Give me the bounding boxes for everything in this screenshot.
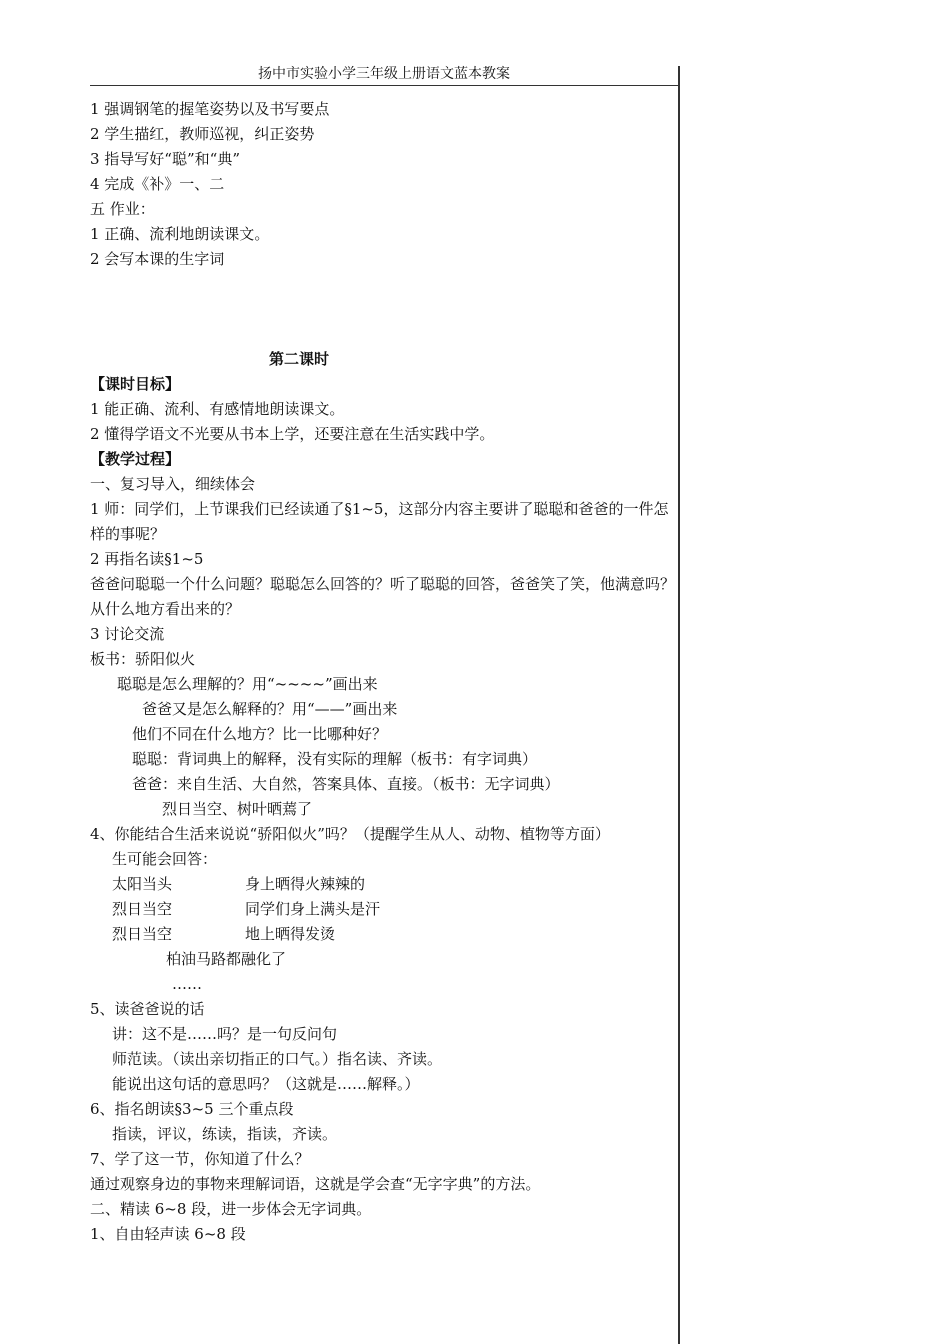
text-line: 2 学生描红，教师巡视，纠正姿势 [90,125,315,143]
lesson-title: 第二课时 [268,350,329,368]
page-header: 扬中市实验小学三年级上册语文蓝本教案 [90,64,678,86]
answer-row [90,897,680,922]
answer-left: 烈日当空 [112,925,173,943]
text-line: 2 再指名读§1~5 [90,550,204,568]
text-line: 师范读。（读出亲切指正的口气。）指名读、齐读。 [112,1050,443,1068]
board-note: 板书：骄阳似火 [90,650,196,668]
goal-item: 1 能正确、流利、有感情地朗读课文。 [90,400,345,418]
process-heading: 【教学过程】 [90,450,181,468]
text-line: 爸爸：来自生活、大自然，答案具体、直接。（板书：无字词典） [132,775,560,793]
text-line: 通过观察身边的事物来理解词语，这就是学会查“无字字典”的方法。 [90,1175,541,1193]
answer-row [90,872,680,897]
text-line: 聪聪：背词典上的解释，没有实际的理解（板书：有字词典） [132,750,538,768]
text-line: 他们不同在什么地方？比一比哪种好？ [132,725,388,743]
answer-right: 身上晒得火辣辣的 [245,875,366,893]
text-line: 4、你能结合生活来说说“骄阳似火”吗？（提醒学生从人、动物、植物等方面） [90,825,610,843]
answer-left: 烈日当空 [112,900,173,918]
text-line: 生可能会回答： [112,850,218,868]
paragraph: 爸爸问聪聪一个什么问题？聪聪怎么回答的？听了聪聪的回答，爸爸笑了笑，他满意吗？从什么地方看出来的？ [90,575,676,618]
text-line: 3 指导写好“聪”和“典” [90,150,240,168]
goal-item: 2 懂得学语文不光要从书本上学，还要注意在生活实践中学。 [90,425,495,443]
text-line: 聪聪是怎么理解的？用“~~~~”画出来 [117,675,378,693]
text-line: 1 正确、流利地朗读课文。 [90,225,270,243]
text-line: 讲：这不是……吗？是一句反问句 [112,1025,338,1043]
text-line: 2 会写本课的生字词 [90,250,225,268]
text-line: 7、学了这一节，你知道了什么？ [90,1150,310,1168]
answer-row [90,922,680,947]
section-title: 二、精读 6~8 段，进一步体会无字词典。 [90,1200,372,1218]
text-line: 1 强调钢笔的握笔姿势以及书写要点 [90,100,330,118]
text-line: 能说出这句话的意思吗？（这就是……解释。） [112,1075,420,1093]
goals-heading: 【课时目标】 [90,375,181,393]
text-line: 1、自由轻声读 6~8 段 [90,1225,246,1243]
text-line: 5、读爸爸说的话 [90,1000,205,1018]
answer-left: 太阳当头 [112,875,173,893]
text-line: 柏油马路都融化了 [166,950,287,968]
text-line: 3 讨论交流 [90,625,165,643]
ellipsis: …… [172,975,202,993]
text-line: 爸爸又是怎么解释的？用“——”画出来 [142,700,398,718]
spacer [90,272,680,347]
answer-right: 地上晒得发烫 [245,925,336,943]
text-line: 6、指名朗读§3~5 三个重点段 [90,1100,294,1118]
document-body [90,97,680,1247]
text-line: 4 完成《补》一、二 [90,175,225,193]
text-line: 指读，评议，练读，指读，齐读。 [112,1125,338,1143]
paragraph: 1 师：同学们，上节课我们已经读通了§1~5，这部分内容主要讲了聪聪和爸爸的一件怎样的事呢？ [90,500,669,543]
homework-heading: 五 作业： [90,200,155,218]
section-title: 一、复习导入，细续体会 [90,475,256,493]
text-line: 烈日当空、树叶晒蔫了 [162,800,313,818]
answer-right: 同学们身上满头是汗 [245,900,381,918]
